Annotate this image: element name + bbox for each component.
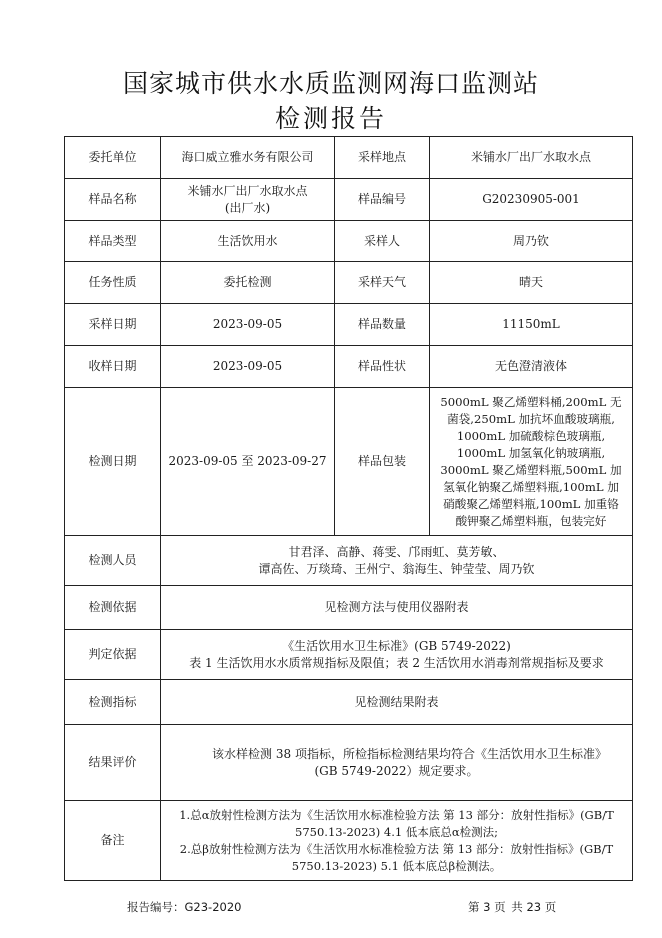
- page-total: 共 23 页: [511, 900, 557, 914]
- sampling-date-label: 采样日期: [65, 304, 161, 346]
- basis-value: 见检测方法与使用仪器附表: [161, 586, 633, 630]
- remarks-line: 1.总α放射性检测方法为《生活饮用水标准检验方法 第 13 部分：放射性指标》(GB/T: [179, 807, 614, 822]
- remarks-line: 5750.13-2023) 5.1 低本底总β检测法。: [291, 858, 502, 873]
- client-label: 委托单位: [65, 137, 161, 179]
- judgement-label: 判定依据: [65, 630, 161, 680]
- packaging-line: 5000mL 聚乙烯塑料桶,200mL 无: [440, 394, 622, 409]
- page-indicator: [468, 899, 558, 915]
- sample-quantity-label: 样品数量: [335, 304, 430, 346]
- task-nature-label: 任务性质: [65, 262, 161, 304]
- client-value: 海口威立雅水务有限公司: [161, 137, 335, 179]
- report-title: 检测报告: [274, 104, 387, 133]
- test-date-value: 2023-09-05 至 2023-09-27: [161, 388, 335, 536]
- table-row: [65, 630, 633, 680]
- conclusion-line2: (GB 5749-2022）规定要求。: [314, 763, 479, 778]
- sample-id-label: 样品编号: [335, 179, 430, 221]
- conclusion-value: [161, 725, 633, 801]
- sampling-location-label: 采样地点: [335, 137, 430, 179]
- table-row: [65, 725, 633, 801]
- sample-name-line2: (出厂水): [224, 200, 271, 215]
- table-row: [65, 304, 633, 346]
- packaging-label: 样品包装: [335, 388, 430, 536]
- sampling-location-value: 米铺水厂出厂水取水点: [430, 137, 633, 179]
- remarks-line: 2.总β放射性检测方法为《生活饮用水标准检验方法 第 13 部分：放射性指标》(GB/T: [179, 841, 614, 856]
- conclusion-label: 结果评价: [65, 725, 161, 801]
- testers-line2: 谭高佐、万琰琦、王州宁、翁海生、钟莹莹、周乃钦: [258, 561, 535, 576]
- packaging-line: 1000mL 加硫酸棕色玻璃瓶,: [456, 428, 606, 443]
- conclusion-line1: 该水样检测 38 项指标，所检指标检测结果均符合《生活饮用水卫生标准》: [212, 746, 607, 761]
- table-row: [65, 262, 633, 304]
- sample-type-label: 样品类型: [65, 221, 161, 262]
- table-row: [65, 346, 633, 388]
- remarks-value: [161, 801, 633, 881]
- report-table: [64, 136, 633, 881]
- report-title-org: 国家城市供水水质监测网海口监测站: [122, 69, 539, 98]
- table-row: [65, 137, 633, 179]
- sampler-label: 采样人: [335, 221, 430, 262]
- table-row: [65, 801, 633, 881]
- packaging-line: 硝酸聚乙烯塑料瓶,100mL 加重铬: [443, 496, 619, 511]
- remarks-label: 备注: [65, 801, 161, 881]
- sample-name-line1: 米铺水厂出厂水取水点: [187, 183, 308, 198]
- basis-label: 检测依据: [65, 586, 161, 630]
- test-date-label: 检测日期: [65, 388, 161, 536]
- table-row: [65, 388, 633, 536]
- packaging-value: [430, 388, 633, 536]
- sample-state-label: 样品性状: [335, 346, 430, 388]
- sample-quantity-value: 11150mL: [430, 304, 633, 346]
- receipt-date-label: 收样日期: [65, 346, 161, 388]
- packaging-line: 1000mL 加氢氧化钠玻璃瓶,: [456, 445, 606, 460]
- indicators-value: 见检测结果附表: [161, 680, 633, 725]
- sample-name-value: [161, 179, 335, 221]
- judgement-value: [161, 630, 633, 680]
- packaging-line: 3000mL 聚乙烯塑料瓶,500mL 加: [440, 462, 622, 477]
- remarks-line: 5750.13-2023) 4.1 低本底总α检测法;: [295, 824, 498, 839]
- weather-label: 采样天气: [335, 262, 430, 304]
- weather-value: 晴天: [430, 262, 633, 304]
- sample-name-label: 样品名称: [65, 179, 161, 221]
- task-nature-value: 委托检测: [161, 262, 335, 304]
- judgement-line2: 表 1 生活饮用水水质常规指标及限值；表 2 生活饮用水消毒剂常规指标及要求: [189, 655, 604, 670]
- receipt-date-value: 2023-09-05: [161, 346, 335, 388]
- packaging-line: 酸钾聚乙烯塑料瓶，包装完好: [455, 513, 607, 528]
- sampling-date-value: 2023-09-05: [161, 304, 335, 346]
- page-current: 第 3 页: [468, 900, 506, 914]
- sampler-value: 周乃钦: [430, 221, 633, 262]
- judgement-line1: 《生活饮用水卫生标准》(GB 5749-2022): [282, 638, 511, 653]
- table-row: [65, 221, 633, 262]
- table-row: [65, 536, 633, 586]
- table-row: [65, 586, 633, 630]
- report-number: 报告编号：G23-2020: [127, 900, 242, 914]
- indicators-label: 检测指标: [65, 680, 161, 725]
- packaging-line: 氢氧化钠聚乙烯塑料瓶,100mL 加: [443, 479, 619, 494]
- testers-label: 检测人员: [65, 536, 161, 586]
- testers-value: [161, 536, 633, 586]
- table-row: [65, 179, 633, 221]
- packaging-line: 菌袋,250mL 加抗坏血酸玻璃瓶,: [447, 411, 615, 426]
- sample-type-value: 生活饮用水: [161, 221, 335, 262]
- sample-state-value: 无色澄清液体: [430, 346, 633, 388]
- sample-id-value: G20230905-001: [430, 179, 633, 221]
- table-row: [65, 680, 633, 725]
- testers-line1: 甘君泽、高静、蒋雯、邝雨虹、莫芳敏、: [288, 544, 505, 559]
